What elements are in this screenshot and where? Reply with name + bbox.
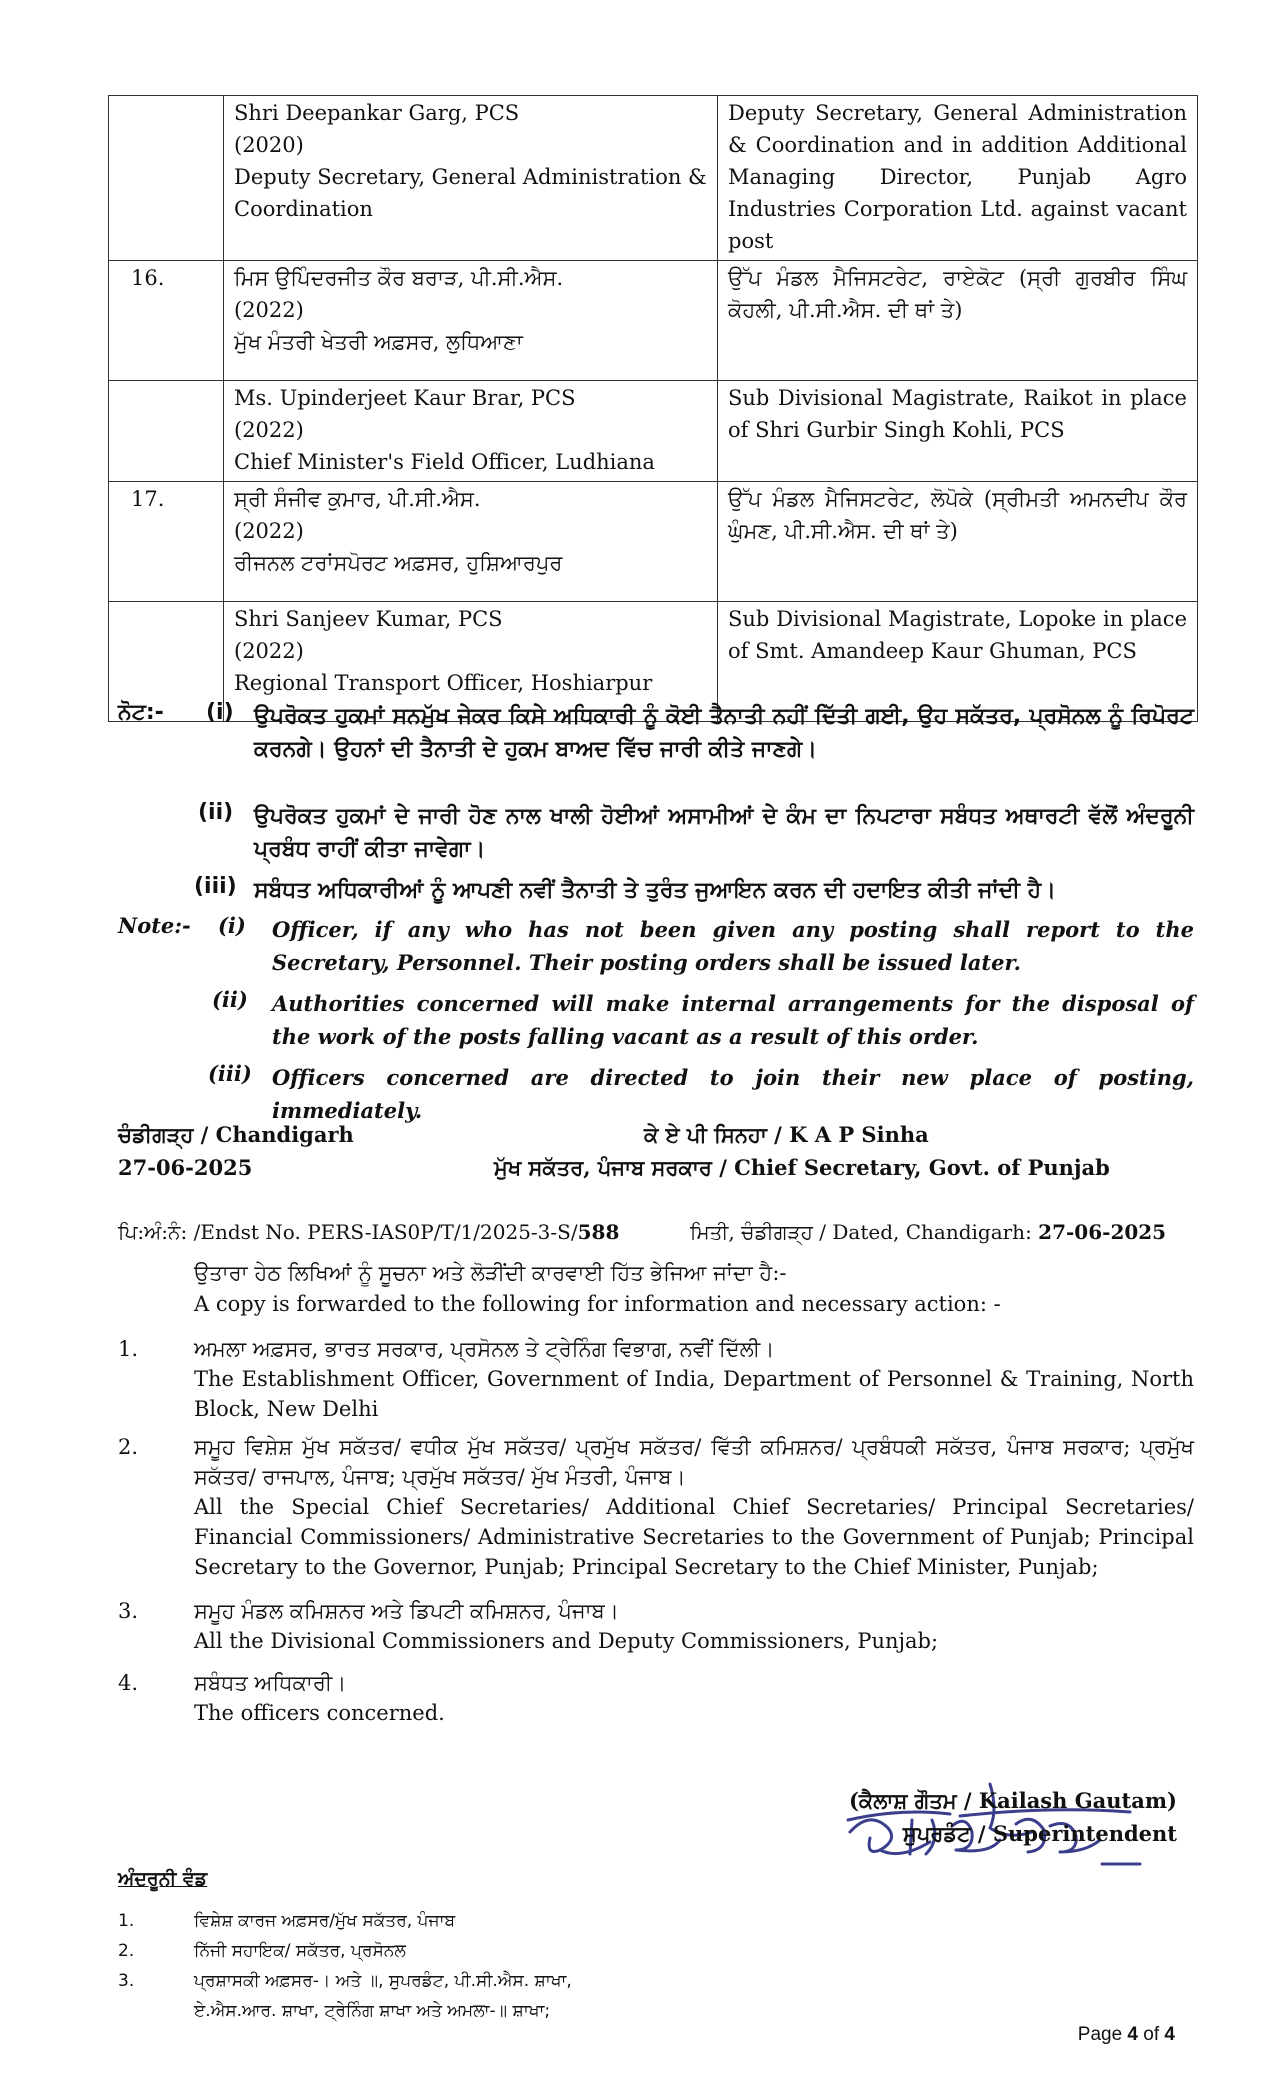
recipient-text (194, 1334, 1194, 1424)
recipient-english: All the Divisional Commissioners and Deputy Commissioners, Punjab; (194, 1629, 939, 1653)
officer-name: Shri Sanjeev Kumar, PCS (234, 607, 503, 631)
date-value: 27-06-2025 (1038, 1220, 1167, 1244)
officer-current-post: Deputy Secretary, General Administration & Coordination (234, 165, 707, 221)
list-item (118, 1966, 1018, 2026)
officer-batch: (2022) (234, 298, 304, 322)
officer-current-post: ਮੁੱਖ ਮੰਤਰੀ ਖੇਤਰੀ ਅਫ਼ਸਰ, ਲੁਧਿਆਣਾ (234, 330, 523, 354)
officer-batch: (2020) (234, 133, 304, 157)
table-row (109, 482, 1198, 602)
officer-name: Ms. Upinderjeet Kaur Brar, PCS (234, 386, 576, 410)
name-english: / K A P Sinha (774, 1122, 929, 1147)
note-number: (ii) (212, 987, 248, 1012)
recipient-punjabi: ਸਬੰਧਤ ਅਧਿਕਾਰੀ। (194, 1671, 347, 1695)
superintendent-name: (ਕੈਲਾਸ਼ ਗੌਤਮ / Kailash Gautam) (848, 1788, 1177, 1813)
recipient-text (194, 1432, 1194, 1582)
note-text: Officers concerned are directed to join their new place of posting, immediately. (272, 1065, 1194, 1123)
notes-english (118, 913, 1198, 1123)
designation-punjabi: ਮੁੱਖ ਸਕੱਤਰ, ਪੰਜਾਬ ਸਰਕਾਰ (494, 1155, 712, 1180)
recipient-item (118, 1334, 1198, 1428)
list-text: ਪ੍ਰਸ਼ਾਸਕੀ ਅਫ਼ਸਰ-। ਅਤੇ ॥, ਸੁਪਰਡੰਟ, ਪੀ.ਸੀ.ਐਸ. ਸ਼ਾਖਾ, (194, 1971, 572, 1991)
note-number: (iii) (194, 874, 237, 899)
officer-cell (224, 261, 718, 381)
recipient-number: 2. (118, 1435, 139, 1459)
new-posting-cell: Sub Divisional Magistrate, Raikot in place of Shri Gurbir Singh Kohli, PCS (718, 381, 1198, 482)
internal-distribution-list (118, 1906, 1018, 2026)
list-item (118, 1906, 1018, 1936)
note-text: Authorities concerned will make internal arrangements for the disposal of the work of the posts falling vacant as a result of this order. (272, 991, 1194, 1049)
list-number: 2. (118, 1941, 135, 1961)
officer-batch: (2022) (234, 519, 304, 543)
recipient-punjabi: ਸਮੂਹ ਵਿਸ਼ੇਸ਼ ਮੁੱਖ ਸਕੱਤਰ/ ਵਧੀਕ ਮੁੱਖ ਸਕੱਤਰ/ ਪ੍ਰਮੁੱਖ ਸਕੱਤਰ/ ਵਿੱਤੀ ਕਮਿਸ਼ਨਰ/ ਪ੍ਰਬੰਧਕੀ ਸਕੱਤਰ, ਪੰਜਾਬ ਸਰਕਾਰ; ਪ੍ਰਮੁੱਖ ਸਕੱਤਰ/ ਰਾਜਪਾਲ, ਪੰਜਾਬ; ਪ੍ਰਮੁੱਖ ਸਕੱਤਰ/ ਮੁੱਖ ਮੰਤਰੀ, ਪੰਜਾਬ। (194, 1435, 1194, 1489)
order-date: 27-06-2025 (118, 1155, 253, 1180)
serial-cell (109, 381, 224, 482)
notes-punjabi (118, 700, 1198, 914)
list-number: 3. (118, 1971, 135, 1991)
date-punjabi: ਮਿਤੀ, ਚੰਡੀਗੜ੍ਹ (690, 1220, 813, 1244)
officer-name: ਸ੍ਰੀ ਸੰਜੀਵ ਕੁਮਾਰ, ਪੀ.ਸੀ.ਐਸ. (234, 487, 481, 511)
recipient-item (118, 1432, 1198, 1588)
note-item (118, 987, 1198, 1061)
list-text: ਨਿੱਜੀ ਸਹਾਇਕ/ ਸਕੱਤਰ, ਪ੍ਰਸੋਨਲ (194, 1941, 406, 1961)
recipient-english: The Establishment Officer, Government of India, Department of Personnel & Training, North Block, New Delhi (194, 1367, 1194, 1421)
note-text: ਉਪਰੋਕਤ ਹੁਕਮਾਂ ਸਨਮੁੱਖ ਜੇਕਰ ਕਿਸੇ ਅਧਿਕਾਰੀ ਨੂੰ ਕੋਈ ਤੈਨਾਤੀ ਨਹੀਂ ਦਿੱਤੀ ਗਈ, ਉਹ ਸਕੱਤਰ, ਪ੍ਰਸੋਨਲ ਨੂੰ ਰਿਪੋਰਟ ਕਰਨਗੇ। ਉਹਨਾਂ ਦੀ ਤੈਨਾਤੀ ਦੇ ਹੁਕਮ ਬਾਅਦ ਵਿੱਚ ਜਾਰੀ ਕੀਤੇ ਜਾਣਗੇ। (254, 704, 1194, 762)
recipient-number: 1. (118, 1337, 139, 1361)
serial-cell (109, 96, 224, 261)
officer-cell (224, 96, 718, 261)
copy-punjabi: ਉਤਾਰਾ ਹੇਠ ਲਿਖਿਆਂ ਨੂੰ ਸੂਚਨਾ ਅਤੇ ਲੋੜੀਂਦੀ ਕਾਰਵਾਈ ਹਿੱਤ ਭੇਜਿਆ ਜਾਂਦਾ ਹੈ:- (194, 1261, 787, 1285)
note-number: (iii) (208, 1061, 252, 1086)
table-row (109, 261, 1198, 381)
note-number: (i) (218, 913, 246, 938)
endorsement-prefix: ਪਿ:ਅੰ:ਨੰ: (118, 1220, 188, 1244)
note-text: ਸਬੰਧਤ ਅਧਿਕਾਰੀਆਂ ਨੂੰ ਆਪਣੀ ਨਵੀਂ ਤੈਨਾਤੀ ਤੇ ਤੁਰੰਤ ਜੁਆਇਨ ਕਰਨ ਦੀ ਹਦਾਇਤ ਕੀਤੀ ਜਾਂਦੀ ਹੈ। (254, 878, 1056, 903)
note-text: Officer, if any who has not been given any posting shall report to the Secretary, Personnel. Their posting orders shall be issued later. (272, 917, 1194, 975)
note-item (118, 1061, 1198, 1123)
recipient-punjabi: ਸਮੂਹ ਮੰਡਲ ਕਮਿਸ਼ਨਰ ਅਤੇ ਡਿਪਟੀ ਕਮਿਸ਼ਨਰ, ਪੰਜਾਬ। (194, 1599, 619, 1623)
endorsement-label: /Endst No. PERS-IAS0P/T/1/2025-3-S/ (193, 1220, 578, 1244)
note-label: Note:- (118, 913, 191, 938)
chief-secretary-name (644, 1122, 929, 1148)
new-posting-cell: Deputy Secretary, General Administration & Coordination and in addition Additional Managing Director, Punjab Agro Industries Corporation Ltd. against vacant post (718, 96, 1198, 261)
new-posting-cell: ਉੱਪ ਮੰਡਲ ਮੈਜਿਸਟਰੇਟ, ਰਾਏਕੋਟ (ਸ੍ਰੀ ਗੁਰਬੀਰ ਸਿੰਘ ਕੋਹਲੀ, ਪੀ.ਸੀ.ਐਸ. ਦੀ ਥਾਂ ਤੇ) (718, 261, 1198, 381)
place-english: / Chandigarh (200, 1122, 354, 1147)
place-punjabi: ਚੰਡੀਗੜ੍ਹ (118, 1122, 194, 1147)
designation-english: / Chief Secretary, Govt. of Punjab (719, 1155, 1110, 1180)
superintendent-block (849, 1784, 1177, 1850)
table-row (109, 96, 1198, 261)
note-number: (ii) (198, 800, 234, 825)
superintendent-designation: ਸੁਪਰਡੰਟ / Superintendent (902, 1821, 1177, 1846)
officer-batch: (2022) (234, 639, 304, 663)
endorsement-serial: 588 (577, 1220, 620, 1244)
officer-cell (224, 482, 718, 602)
officer-current-post: Regional Transport Officer, Hoshiarpur (234, 671, 653, 695)
new-posting-cell: ਉੱਪ ਮੰਡਲ ਮੈਜਿਸਟਰੇਟ, ਲੋਪੋਕੇ (ਸ੍ਰੀਮਤੀ ਅਮਨਦੀਪ ਕੌਰ ਘੁੰਮਣ, ਪੀ.ਸੀ.ਐਸ. ਦੀ ਥਾਂ ਤੇ) (718, 482, 1198, 602)
note-item (118, 700, 1198, 800)
serial-cell: 17. (109, 482, 224, 602)
officer-name: Shri Deepankar Garg, PCS (234, 101, 520, 125)
officer-batch: (2022) (234, 418, 304, 442)
note-item (118, 874, 1198, 914)
list-item (118, 1936, 1018, 1966)
note-item (118, 800, 1198, 874)
note-label: ਨੋਟ:- (118, 700, 164, 725)
list-text: ਏ.ਐਸ.ਆਰ. ਸ਼ਾਖਾ, ਟ੍ਰੇਨਿੰਗ ਸ਼ਾਖਾ ਅਤੇ ਅਮਲਾ-॥ ਸ਼ਾਖਾ; (194, 2001, 551, 2021)
recipient-punjabi: ਅਮਲਾ ਅਫ਼ਸਰ, ਭਾਰਤ ਸਰਕਾਰ, ਪ੍ਰਸੋਨਲ ਤੇ ਟ੍ਰੇਨਿੰਗ ਵਿਭਾਗ, ਨਵੀਂ ਦਿੱਲੀ। (194, 1337, 775, 1361)
list-number: 1. (118, 1911, 135, 1931)
recipient-item (118, 1596, 1198, 1660)
new-posting-cell: Sub Divisional Magistrate, Lopoke in place of Smt. Amandeep Kaur Ghuman, PCS (718, 602, 1198, 722)
table-row (109, 381, 1198, 482)
serial-cell: 16. (109, 261, 224, 381)
date-label: / Dated, Chandigarh: (819, 1220, 1032, 1244)
copy-forward-text (194, 1258, 1194, 1320)
list-text: ਵਿਸ਼ੇਸ਼ ਕਾਰਜ ਅਫ਼ਸਰ/ਮੁੱਖ ਸਕੱਤਰ, ਪੰਜਾਬ (194, 1911, 456, 1931)
copy-english: A copy is forwarded to the following for information and necessary action: - (194, 1292, 1001, 1316)
recipient-english: The officers concerned. (194, 1701, 445, 1725)
recipient-item (118, 1668, 1198, 1732)
posting-table (108, 95, 1198, 722)
officer-current-post: Chief Minister's Field Officer, Ludhiana (234, 450, 655, 474)
officer-name: ਮਿਸ ਉਪਿੰਦਰਜੀਤ ਕੌਰ ਬਰਾੜ, ਪੀ.ਸੀ.ਐਸ. (234, 266, 564, 290)
recipient-text (194, 1596, 1194, 1656)
place-line (118, 1122, 354, 1148)
recipient-number: 4. (118, 1671, 139, 1695)
note-number: (i) (206, 700, 234, 725)
name-punjabi: ਕੇ ਏ ਪੀ ਸਿਨਹਾ (644, 1122, 767, 1147)
chief-secretary-designation (494, 1155, 1110, 1181)
endorsement-number (118, 1220, 619, 1244)
recipient-text (194, 1668, 1194, 1728)
note-item (118, 913, 1198, 987)
page-number: Page 4 of 4 (1077, 2024, 1175, 2045)
officer-cell (224, 381, 718, 482)
recipient-number: 3. (118, 1599, 139, 1623)
recipient-english: All the Special Chief Secretaries/ Additional Chief Secretaries/ Principal Secretaries/ Financial Commissioners/ Administrative Secretaries to the Government of Punjab; Principal Secretary to the Governor, Punjab; Principal Secretary to the Chief Minister, Punjab; (194, 1495, 1194, 1579)
internal-distribution-title: ਅੰਦਰੂਨੀ ਵੰਡ (118, 1868, 208, 1890)
officer-current-post: ਰੀਜਨਲ ਟਰਾਂਸਪੋਰਟ ਅਫ਼ਸਰ, ਹੁਸ਼ਿਆਰਪੁਰ (234, 551, 563, 575)
endorsement-date (690, 1220, 1166, 1244)
note-text: ਉਪਰੋਕਤ ਹੁਕਮਾਂ ਦੇ ਜਾਰੀ ਹੋਣ ਨਾਲ ਖਾਲੀ ਹੋਈਆਂ ਅਸਾਮੀਆਂ ਦੇ ਕੰਮ ਦਾ ਨਿਪਟਾਰਾ ਸਬੰਧਤ ਅਥਾਰਟੀ ਵੱਲੋਂ ਅੰਦਰੂਨੀ ਪ੍ਰਬੰਧ ਰਾਹੀਂ ਕੀਤਾ ਜਾਵੇਗਾ। (254, 804, 1194, 862)
